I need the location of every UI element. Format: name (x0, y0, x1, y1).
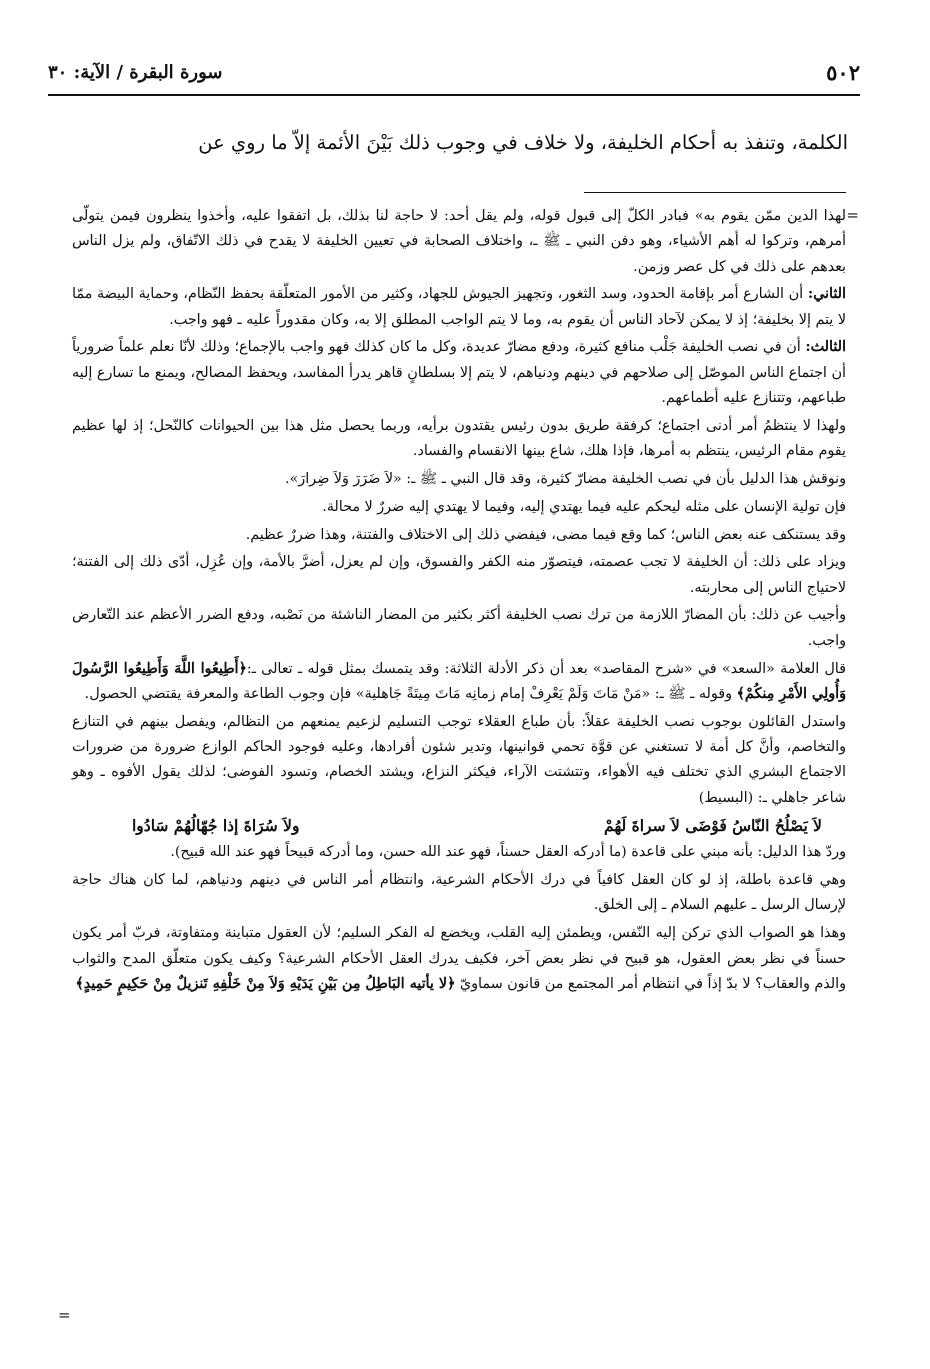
footnote-paragraph: ونوقش هذا الدليل بأن في نصب الخليفة مضارّ كثيرة، وقد قال النبي ـ ﷺ ـ: «لاَ ضَرَرَ وَلاَ ضِرارَ». (285, 470, 846, 487)
footnote-separator (584, 192, 846, 193)
footnote-paragraph: لهذا الدين ممّن يقوم به» فبادر الكلّ إلى قبول قوله، ولم يقل أحد: لا حاجة لنا بذلك، بل اتفقوا عليه، وأخذوا ينظرون فيمن يتولّى أمرهم، وتركوا له أهم الأشياء، وهو دفن النبي ـ ﷺ ـ، واختلاف الصحابة في تعيين الخليفة لا يقدح في ذلك الاتّفاق، ولم يزل الناس بعدهم على ذلك في كل عصر وزمن. (72, 208, 846, 275)
footnote-paragraph (72, 657, 846, 708)
paragraph-text: أن الشارع أمر بإقامة الحدود، وسد الثغور، وتجهيز الجيوش للجهاد، وكثير من الأمور المتعلّقة بحفظ النّظام، وحماية البيضة ممّا لا يتم إلا بخليفة؛ إذ لا يمكن لآحاد الناس أن يقوم به، وما لا يتم الواجب المطلق إلا به، وكان مقدوراً عليه ـ فهو واجب. (72, 286, 846, 328)
footnote-paragraph: وقد يستنكف عنه بعض الناس؛ كما وقع فيما مضى، فيفضي ذلك إلى الاختلاف والفتنة، وهذا ضررٌ عظيم. (245, 526, 846, 543)
paragraph-text: وقوله ـ ﷺ ـ: «مَنْ مَاتَ وَلَمْ يَعْرِفْ إمام زمانِه مَاتَ مِيتَةً جَاهلية» فإن وجوب الطاعة والمعرفة يقتضي الحصول. (84, 685, 737, 702)
footnote-paragraph: وهي قاعدة باطلة، إذ لو كان العقل كافياً في درك الأحكام الشرعية، وانتظام أمر الناس في دينهم ودنياهم، لما كان هناك حاجة لإرسال الرسل ـ عليهم السلام ـ إلى الخلق. (72, 872, 846, 914)
footnote-paragraph: وأجيب عن ذلك: بأن المضارّ اللازمة من ترك نصب الخليفة أكثر بكثير من المضار الناشئة من نَصْبه، ودفع الضرر الأعظم عند التّعارض واجب. (72, 607, 846, 649)
continuation-marker-top: = (846, 206, 859, 224)
paragraph-label: الثالث: (805, 339, 846, 356)
footnote-paragraph (72, 282, 846, 333)
paragraph-text: وهذا هو الصواب الذي تركن إليه النّفس، ويطمئن إليه القلب، ويخضع له الفكر السليم؛ لأن العقول متباينة ومتفاوتة، فربّ أمر يكون حسناً في نظر بعض العقول، هو قبيح في نظر بعض آخر، فكيف يدرك العقل الأحكام الشرعية؟ وكيف يكون متعلّق المدح والثواب والذم والعقاب؟ لا بدّ إذاً في انتظام أمر المجتمع من قانون سماويّ (72, 925, 846, 992)
footnote-paragraph (72, 921, 846, 997)
header-rule (48, 94, 860, 96)
page-number: ٥٠٢ (826, 60, 860, 85)
footnote-paragraph: وردّ هذا الدليل: بأنه مبني على قاعدة (ما أدركه العقل حسناً، فهو عند الله حسن، وما أدركه قبيحاً فهو عند الله قبيح). (170, 844, 846, 861)
paragraph-text: أن في نصب الخليفة جَلْب منافع كثيرة، ودفع مضارّ عديدة، وكل ما كان كذلك فهو واجب بالإجماع؛ وذلك لأنّا نعلم علماً ضرورياً أن اجتماع الناس الموصّل إلى صلاحهم في دينهم ودنياهم، لا يتم إلا بسلطانٍ قاهر يدرأ المفاسد، ويحفظ المصالح، ويمنع ما تسارع إليه طباعهم، وتتنازع عليه أطماعهم. (72, 339, 846, 407)
footnote-paragraph: ولهذا لا ينتظمُ أمر أدنى اجتماع؛ كرفقة طريق بدون رئيس يقتدون برأيه، وربما يحصل مثل هذا بين الحيوانات كالنّحل؛ إذ لها عظيم يقوم مقام الرئيس، ينتظم به أمرها، فإذا هلك، شاع بينها الانقسام والفساد. (72, 417, 846, 460)
footnote-block (72, 204, 846, 1000)
page-header (48, 58, 860, 98)
verse-second-hemistich: ولاَ سُرَاةَ إذا جُهّالُهُمْ سَادُوا (132, 816, 300, 836)
verse-first-hemistich: لاَ يَصْلُحُ النّاسُ فَوْضَى لاَ سراةَ لَهُمْ (604, 816, 822, 836)
footnote-paragraph (72, 335, 846, 411)
continuation-marker-bottom: = (58, 1306, 71, 1324)
running-title: سورة البقرة / الآية: ٣٠ (48, 62, 223, 83)
paragraph-label: الثاني: (807, 286, 846, 303)
footnote-paragraph: ويزاد على ذلك: أن الخليفة لا تجب عصمته، فيتصوّر منه الكفر والفسوق، وإن لم يعزل، أضرَّ بالأمة، وإن عُزِل، أدّى ذلك إلى الفتنة؛ لاحتياج الناس إلى محاربته. (72, 554, 846, 596)
quran-quote: ﴿لا يأتيه البَاطِلُ مِن بَيْنِ يَدَيْهِ وَلاَ مِنْ خَلْفِهِ تَنزيلٌ مِنْ حَكِيمٍ حَمِيدٍ﴾ (75, 975, 456, 992)
quran-quote: ﴿أَطِيعُوا اللَّهَ وَأَطِيعُوا الرَّسُولَ وَأُولِي الأَمْرِ مِنكُمْ﴾ (72, 660, 846, 702)
poetry-verse (72, 813, 846, 838)
footnote-paragraph: فإن تولية الإنسان على مثله ليحكم عليه فيما يهتدي إليه، وفيما لا يهتدي إليه ضررٌ لا محالة. (322, 498, 846, 515)
paragraph-text: قال العلامة «السعد» في «شرح المقاصد» بعد أن ذكر الأدلة الثلاثة: وقد يتمسك بمثل قوله ـ تعالى ـ: (246, 660, 847, 677)
footnote-paragraph: واستدل القائلون بوجوب نصب الخليفة عقلاً: بأن طباع العقلاء توجب التسليم لزعيم يمنعهم من التظالم، ويفصل بينهم في التنازع والتخاصم، وأنَّ كل أمة لا تستغني عن قوَّة تحمي قوانينها، وتدير شئون أفرادها، وعليه فوجود الحاكم الوازع ضرورة من ضرورات الاجتماع البشري الذي تختلف فيه الأهواء، وتتشتت الآراء، فيكثر النزاع، ويشتد الخصام، وتسود الفوضى؛ لذلك يقول الأفوه ـ وهو شاعر جاهلي ـ: (البسيط) (72, 713, 846, 806)
main-text-line: الكلمة، وتنفذ به أحكام الخليفة، ولا خلاف في وجوب ذلك بَيْنَ الأئمة إلاّ ما روي عن (198, 131, 848, 154)
